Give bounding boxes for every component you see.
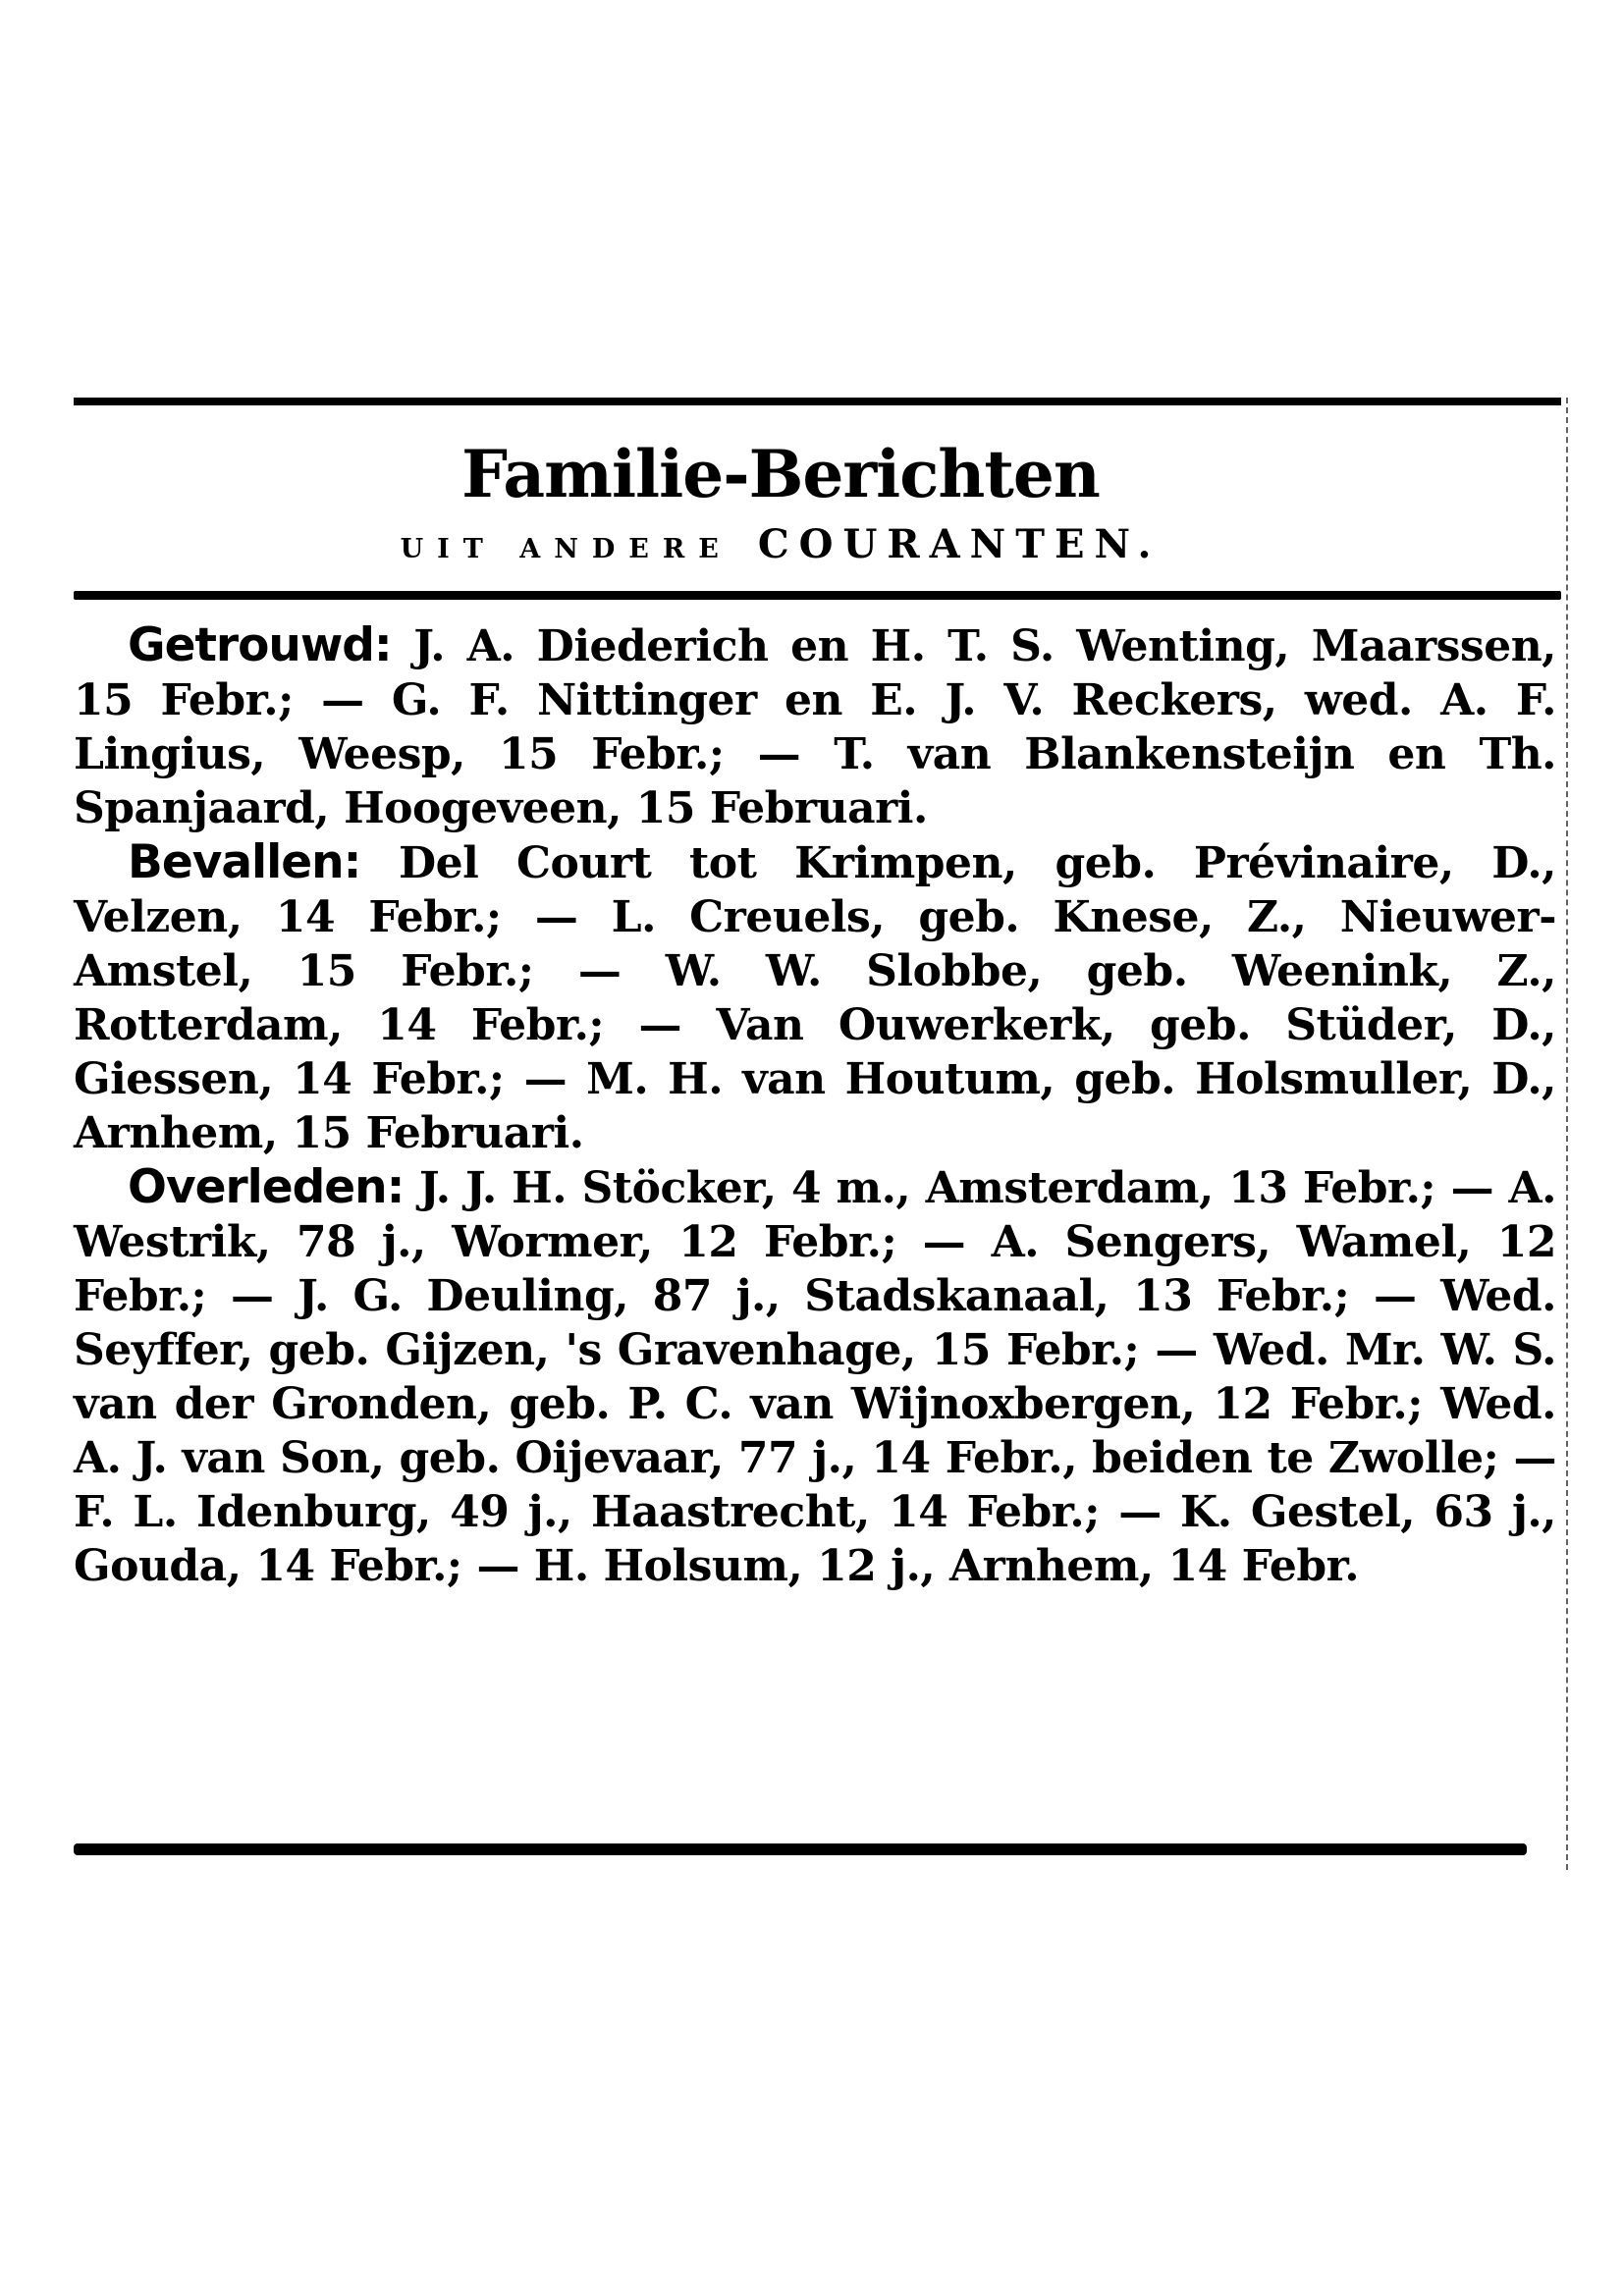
section-text: Del Court tot Krimpen, geb. Prévinaire, D., Velzen, 14 Febr.; — L. Creuels, geb. Knese, Z., Nieuwer-Amstel, 15 Febr.; — W. W. Slobbe, geb. Weenink, Z., Rotterdam, 14 Febr.; — Van Ouwerkerk, geb. Stüder, D., Giessen, 14 Febr.; — M. H. van Houtum, geb. Holsmuller, D., Arnhem, 15 Februari.	[74, 838, 1556, 1158]
announcements-body	[74, 618, 1556, 1593]
newspaper-clipping	[74, 398, 1561, 1870]
section-heading: Overleden:	[128, 1160, 405, 1214]
subtitle-small-caps: UIT ANDERE	[400, 534, 732, 564]
section-getrouwd	[74, 618, 1556, 835]
section-heading: Bevallen:	[128, 835, 361, 889]
section-text: J. J. H. Stöcker, 4 m., Amsterdam, 13 Febr.; — A. Westrik, 78 j., Wormer, 12 Febr.; — A. Sengers, Wamel, 12 Febr.; — J. G. Deuling, 87 j., Stadskanaal, 13 Febr.; — Wed. Seyffer, geb. Gijzen, 's Gravenhage, 15 Febr.; — Wed. Mr. W. S. van der Gronden, geb. P. C. van Wijnoxbergen, 12 Febr.; Wed. A. J. van Son, geb. Oijevaar, 77 j., 14 Febr., beiden te Zwolle; — F. L. Idenburg, 49 j., Haastrecht, 14 Febr.; — K. Gestel, 63 j., Gouda, 14 Febr.; — H. Holsum, 12 j., Arnhem, 14 Febr.	[74, 1163, 1556, 1591]
bottom-rule	[74, 1843, 1527, 1855]
section-heading: Getrouwd:	[128, 618, 392, 672]
subtitle-large: COURANTEN.	[757, 521, 1162, 567]
section-bevallen	[74, 835, 1556, 1160]
title-divider-rule	[74, 591, 1561, 600]
clipping-edge-line	[1566, 398, 1568, 1870]
section-text: J. A. Diederich en H. T. S. Wenting, Maarssen, 15 Febr.; — G. F. Nittinger en E. J. V. Reckers, wed. A. F. Lingius, Weesp, 15 Febr.; — T. van Blankensteijn en Th. Spanjaard, Hoogeveen, 15 Februari.	[74, 621, 1556, 833]
top-rule	[74, 398, 1561, 405]
page-title: Familie-Berichten	[461, 436, 1100, 512]
page-subtitle	[74, 520, 1488, 574]
section-overleden	[74, 1160, 1556, 1593]
